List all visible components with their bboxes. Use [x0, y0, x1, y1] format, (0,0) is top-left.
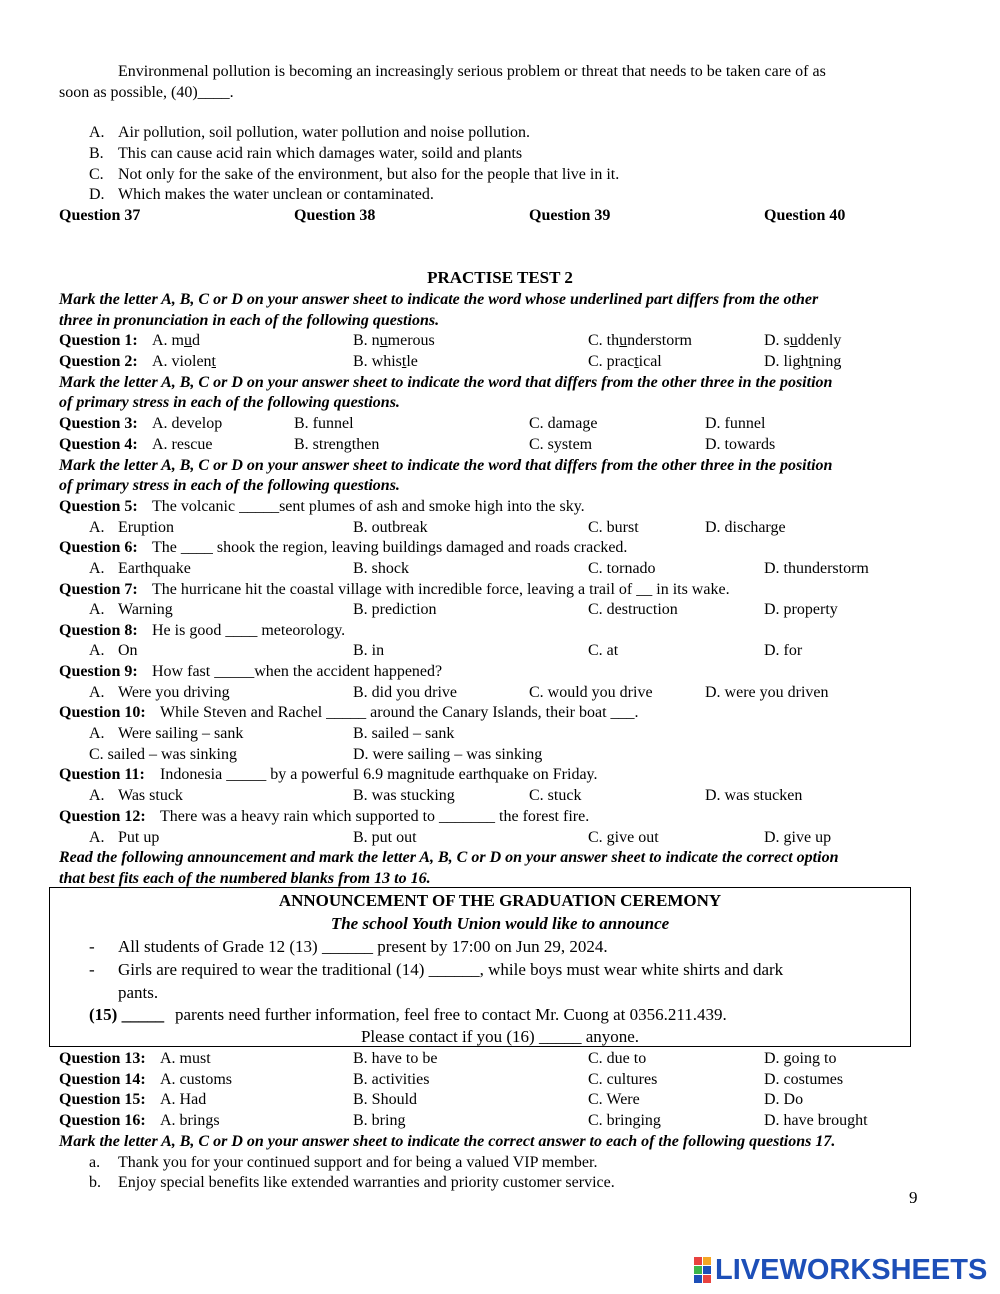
instruction-1-line-1: Mark the letter A, B, C or D on your answer sheet to indicate the word whose underlined part differs from the other: [59, 291, 819, 308]
question-3: Question 3: A. develop B. funnel C. damage D. funnel: [59, 415, 766, 432]
question-11-options: A. Was stuck B. was stucking C. stuck D. was stucken: [89, 787, 803, 804]
announcement-line-1: - All students of Grade 12 (13) ______ present by 17:00 on Jun 29, 2024.: [89, 937, 608, 956]
instruction-1-line-2: three in pronunciation in each of the following questions.: [59, 312, 440, 329]
answer-labels-row: [0, 205, 1000, 226]
announcement-title-row: [0, 889, 1000, 912]
announcement-subtitle: The school Youth Union would like to announce: [330, 914, 670, 933]
q1-option-b: B. numerous: [353, 332, 435, 349]
question-12-options: A. Put up B. put out C. give out D. give up: [89, 829, 832, 846]
q2-option-c: C. practical: [588, 353, 662, 370]
liveworksheets-logo-icon: [694, 1257, 712, 1283]
test-title-row: [0, 267, 1000, 288]
question-10-options-row-1: A. Were sailing – sank B. sailed – sank: [89, 725, 455, 742]
announcement-line-4: Please contact if you (16) _____ anyone.: [360, 1027, 640, 1046]
q2-option-a: A. violent: [152, 353, 216, 370]
instruction-4-line-1: Read the following announcement and mark the letter A, B, C or D on your answer sheet to indicate the correct option: [59, 849, 839, 866]
page-number: 9: [909, 1188, 918, 1207]
q1-option-d: D. suddenly: [764, 332, 842, 349]
announcement-line-3: (15) _____ parents need further information, feel free to contact Mr. Cuong at 0356.211.439.: [89, 1005, 727, 1024]
question-16: Question 16: A. brings B. bring C. bringing D. have brought: [59, 1112, 868, 1129]
answer-label-39: Question 39: [529, 207, 611, 224]
announcement-title: ANNOUNCEMENT OF THE GRADUATION CEREMONY: [278, 891, 722, 910]
question-11: Question 11: Indonesia _____ by a powerful 6.9 magnitude earthquake on Friday.: [59, 766, 598, 783]
q1-option-a: A. mud: [152, 332, 200, 349]
question-7: Question 7: The hurricane hit the coastal village with incredible force, leaving a trail of __ in its wake.: [59, 581, 730, 598]
question-9-options: A. Were you driving B. did you drive C. would you drive D. were you driven: [89, 684, 829, 701]
q1-option-c: C. thunderstorm: [588, 332, 692, 349]
instruction-5: Mark the letter A, B, C or D on your answer sheet to indicate the correct answer to each of the following questions 17.: [59, 1133, 836, 1150]
question-12: Question 12: There was a heavy rain which supported to _______ the forest fire.: [59, 808, 590, 825]
answer-label-38: Question 38: [294, 207, 376, 224]
question-14: Question 14: A. customs B. activities C. cultures D. costumes: [59, 1071, 844, 1088]
question-4: Question 4: A. rescue B. strengthen C. system D. towards: [59, 436, 776, 453]
question-10-options-row-2: C. sailed – was sinking D. were sailing – was sinking: [89, 746, 543, 763]
question-10: Question 10: While Steven and Rachel _____ around the Canary Islands, their boat ___.: [59, 704, 639, 721]
liveworksheets-logo: [694, 1255, 987, 1285]
q2-option-d: D. lightning: [764, 353, 842, 370]
instruction-2-line-2: of primary stress in each of the following questions.: [59, 394, 400, 411]
question-15: Question 15: A. Had B. Should C. Were D. Do: [59, 1091, 804, 1108]
instruction-3-line-2: of primary stress in each of the following questions.: [59, 477, 400, 494]
announcement-subtitle-row: [0, 912, 1000, 935]
question-8: Question 8: He is good ____ meteorology.: [59, 622, 346, 639]
intro-option-b: B. This can cause acid rain which damages water, soild and plants: [89, 145, 523, 162]
question-9: Question 9: How fast _____when the accident happened?: [59, 663, 443, 680]
answer-label-40: Question 40: [764, 207, 846, 224]
announcement-line-2: - Girls are required to wear the traditional (14) ______, while boys must wear white shirts and dark: [89, 960, 784, 979]
q17-item-a: a. Thank you for your continued support and for being a valued VIP member.: [89, 1154, 598, 1171]
intro-option-c: C. Not only for the sake of the environment, but also for the people that live in it.: [89, 166, 620, 183]
question-8-options: A. On B. in C. at D. for: [89, 642, 803, 659]
announcement-line-2-continued: pants.: [118, 983, 159, 1002]
question-2: Question 2: A. violent B. whistle C. practical D. lightning: [59, 353, 842, 370]
intro-paragraph-line-2: soon as possible, (40)____.: [59, 84, 234, 101]
instruction-2-line-1: Mark the letter A, B, C or D on your answer sheet to indicate the word that differs from the other three in the position: [59, 374, 833, 391]
intro-option-a: A. Air pollution, soil pollution, water pollution and noise pollution.: [89, 124, 530, 141]
question-5-options: A. Eruption B. outbreak C. burst D. discharge: [89, 519, 786, 536]
question-5: Question 5: The volcanic _____sent plumes of ash and smoke high into the sky.: [59, 498, 585, 515]
question-13: Question 13: A. must B. have to be C. due to D. going to: [59, 1050, 837, 1067]
q17-item-b: b. Enjoy special benefits like extended warranties and priority customer service.: [89, 1174, 615, 1191]
intro-option-d: D. Which makes the water unclean or contaminated.: [89, 186, 434, 203]
intro-paragraph-line-1: Environmenal pollution is becoming an increasingly serious problem or threat that needs to be taken care of as: [118, 63, 826, 80]
instruction-3-line-1: Mark the letter A, B, C or D on your answer sheet to indicate the word that differs from the other three in the position: [59, 457, 833, 474]
liveworksheets-logo-text: LIVEWORKSHEETS: [715, 1253, 988, 1286]
question-1: Question 1: A. mud B. numerous C. thunderstorm D. suddenly: [59, 332, 842, 349]
answer-label-37: Question 37: [59, 207, 141, 224]
question-6-options: A. Earthquake B. shock C. tornado D. thunderstorm: [89, 560, 869, 577]
q2-option-b: B. whistle: [353, 353, 418, 370]
question-7-options: A. Warning B. prediction C. destruction D. property: [89, 601, 838, 618]
question-6: Question 6: The ____ shook the region, leaving buildings damaged and roads cracked.: [59, 539, 628, 556]
instruction-4-line-2: that best fits each of the numbered blanks from 13 to 16.: [59, 870, 431, 887]
test-title: PRACTISE TEST 2: [427, 268, 573, 287]
